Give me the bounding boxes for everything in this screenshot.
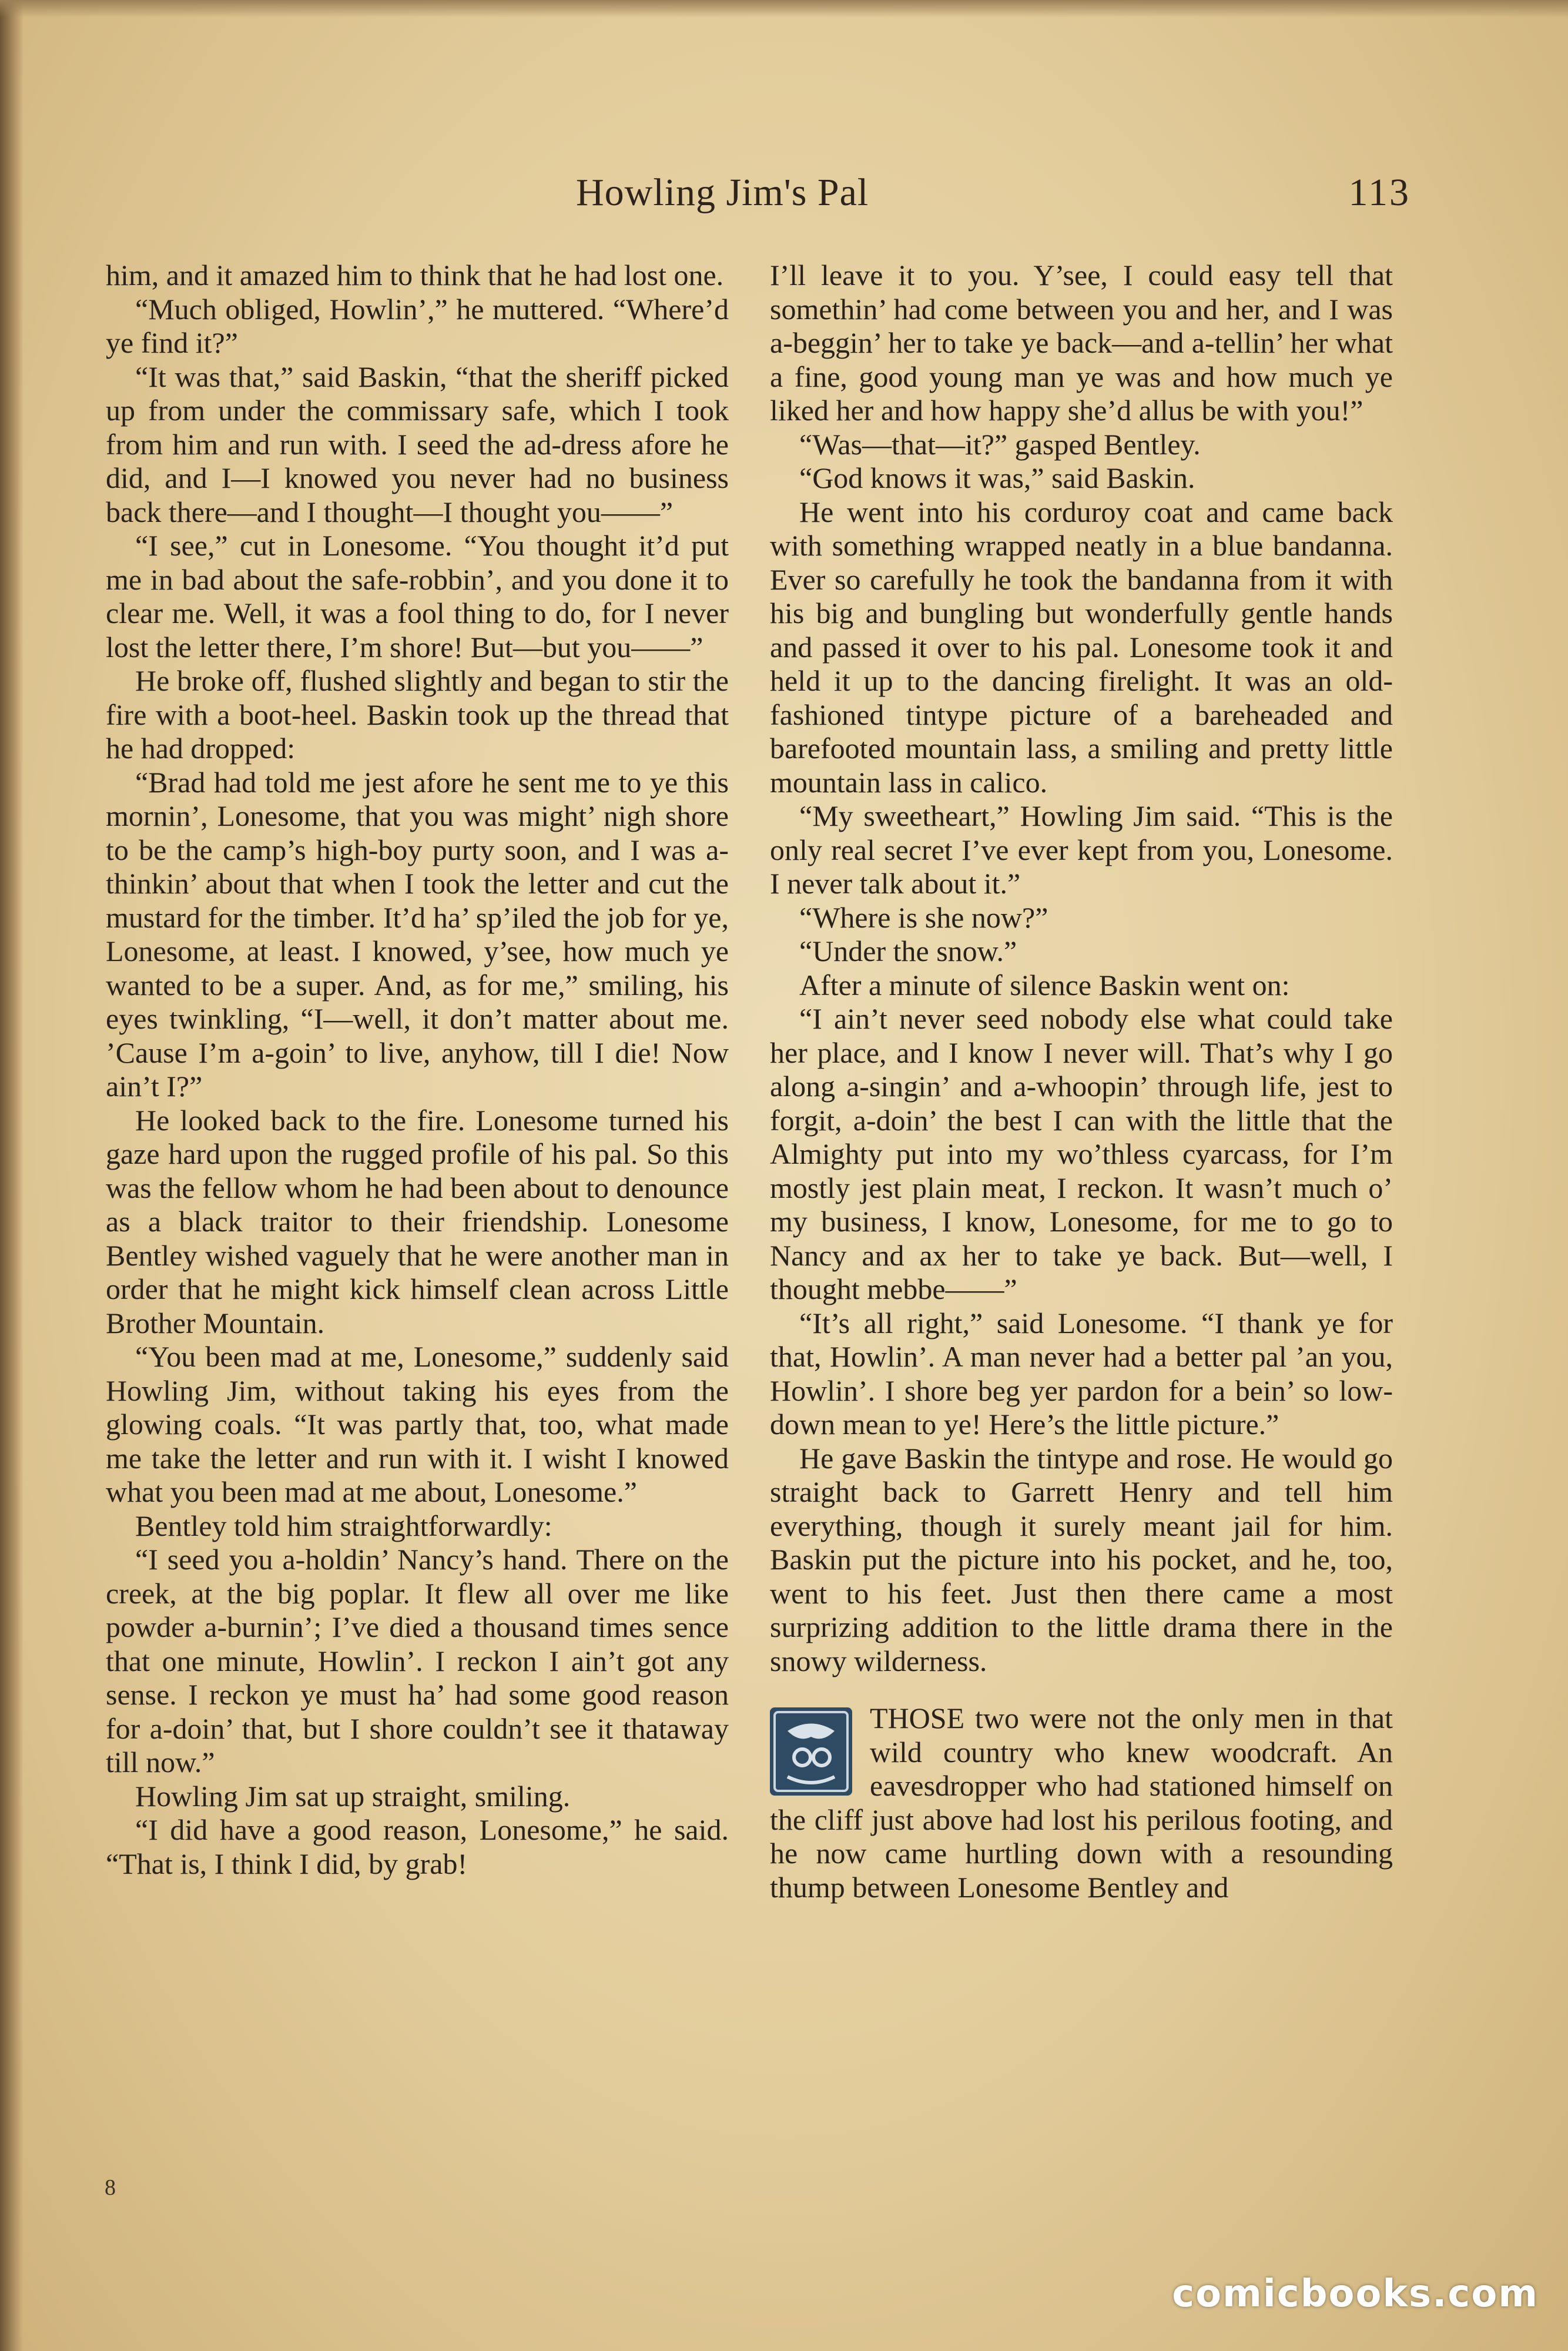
running-head-title: Howling Jim's Pal: [576, 171, 869, 214]
page-number: 113: [1348, 171, 1410, 214]
paragraph: After a minute of silence Baskin went on:: [799, 968, 1290, 1002]
paragraph: him, and it amazed him to think that he had lost one.: [106, 259, 724, 292]
paragraph: “I see,” cut in Lonesome. “You thought it’d put me in bad about the safe-robbin’, and you done it to clear me. Well, it was a fool thing to do, for I never lost the letter there, I’m shore! But—but you——”: [106, 529, 729, 664]
paragraph: “Under the snow.”: [799, 935, 1017, 967]
section-opening-caps: THOSE: [870, 1702, 965, 1734]
paragraph: “Brad had told me jest afore he sent me to ye this mornin’, Lonesome, that you was might’ nigh shore to be the camp’s high-boy purty soon, and I was a-thinkin’ about that when I took the letter and cut the mustard for the timber. It’d ha’ sp’iled the job for ye, Lonesome, at least. I knowed, y’see, how much ye wanted to be a super. And, as for me,” smiling, his eyes twinkling, “I—well, it don’t matter about me. ’Cause I’m a-goin’ to live, anyhow, till I die! Now ain’t I?”: [106, 765, 729, 1103]
left-column: [106, 259, 729, 1881]
paragraph: He broke off, flushed slightly and began to stir the fire with a boot-heel. Baskin took up the thread that he had dropped:: [106, 664, 729, 765]
section-opening-paragraph: [770, 1702, 1393, 1904]
paragraph: He went into his corduroy coat and came back with something wrapped neatly in a blue bandanna. Ever so carefully he took the bandanna from it with his big and bungling but wonderfully gentle hands and passed it over to his pal. Lonesome took it and held it up to the dancing firelight. It was an old-fashioned tintype picture of a bareheaded and barefooted mountain lass, a smiling and pretty little mountain lass in calico.: [770, 495, 1393, 799]
paragraph: “I seed you a-holdin’ Nancy’s hand. There on the creek, at the big poplar. It flew all over me like powder a-burnin’; I’ve died a thousand times sence that one minute, Howlin’. I reckon I ain’t got any sense. I reckon ye must ha’ had some good reason for a-doin’ that, but I shore couldn’t see it thataway till now.”: [106, 1543, 729, 1779]
paragraph: “You been mad at me, Lonesome,” suddenly said Howling Jim, without taking his eyes from the glowing coals. “It was partly that, too, what made me take the letter and run with it. I wisht I knowed what you been mad at me about, Lonesome.”: [106, 1340, 729, 1508]
section-opening-text: two were not the only men in that wild country who knew woodcraft. An eavesdropper who had stationed himself on the cliff just above had lost his perilous footing, and he now came hurtling down with a resounding thump between Lonesome Bentley and: [770, 1702, 1393, 1904]
signature-mark: 8: [105, 2175, 116, 2200]
paragraph: “It was that,” said Baskin, “that the sheriff picked up from under the commissary safe, which I took from him and run with. I seed the ad-dress afore he did, and I—I knowed you never had no business back there—and I thought—I thought you——”: [106, 360, 729, 528]
paragraph: He gave Baskin the tintype and rose. He would go straight back to Garrett Henry and tell him everything, though it surely meant jail for him. Baskin put the picture into his pocket, and he, too, went to his feet. Just then there came a most surprizing addition to the little drama there in the snowy wilderness.: [770, 1441, 1393, 1677]
paragraph: “I ain’t never seed nobody else what could take her place, and I know I never will. That’s why I go along a-singin’ and a-whoopin’ through life, jest to forgit, a-doin’ the best I can with the little that the Almighty put into my wo’thless cyarcass, for I’m mostly jest plain meat, I reckon. It wasn’t much o’ my business, I know, Lonesome, for me to go to Nancy and ax her to take ye back. But—well, I thought mebbe——”: [770, 1002, 1393, 1305]
paragraph: “Much obliged, Howlin’,” he muttered. “Where’d ye find it?”: [106, 292, 729, 359]
paragraph: “Where is she now?”: [799, 900, 1048, 934]
paragraph: He looked back to the fire. Lonesome turned his gaze hard upon the rugged profile of his pal. So this was the fellow whom he had been about to denounce as a black traitor to their friendship. Lonesome Bentley wished vaguely that he were another man in order that he might kick himself clean across Little Brother Mountain.: [106, 1103, 729, 1339]
paragraph: Howling Jim sat up straight, smiling.: [135, 1779, 571, 1813]
ornament-icon: [770, 1707, 852, 1796]
paragraph: “It’s all right,” said Lonesome. “I thank ye for that, Howlin’. A man never had a better pal ’an you, Howlin’. I shore beg yer pardon for a bein’ so low-down mean to ye! Here’s the little picture.”: [770, 1306, 1393, 1441]
paragraph: “God knows it was,” said Baskin.: [799, 461, 1195, 494]
watermark: comicbooks.com: [1172, 2272, 1539, 2316]
top-edge: [0, 0, 1568, 18]
paragraph: Bentley told him straightforwardly:: [135, 1509, 552, 1542]
paragraph: “I did have a good reason, Lonesome,” he said. “That is, I think I did, by grab!: [106, 1813, 729, 1880]
binding-edge: [0, 0, 24, 2351]
paragraph: I’ll leave it to you. Y’see, I could easy tell that somethin’ had come between you and her, and I was a-beggin’ her to take ye back—and a-tellin’ her what a fine, good young man ye was and how much ye liked her and how happy she’d allus be with you!”: [770, 259, 1393, 427]
paragraph: “My sweetheart,” Howling Jim said. “This is the only real secret I’ve ever kept from you, Lonesome. I never talk about it.”: [770, 799, 1393, 900]
right-column: [770, 259, 1393, 1904]
paragraph: “Was—that—it?” gasped Bentley.: [799, 427, 1201, 461]
